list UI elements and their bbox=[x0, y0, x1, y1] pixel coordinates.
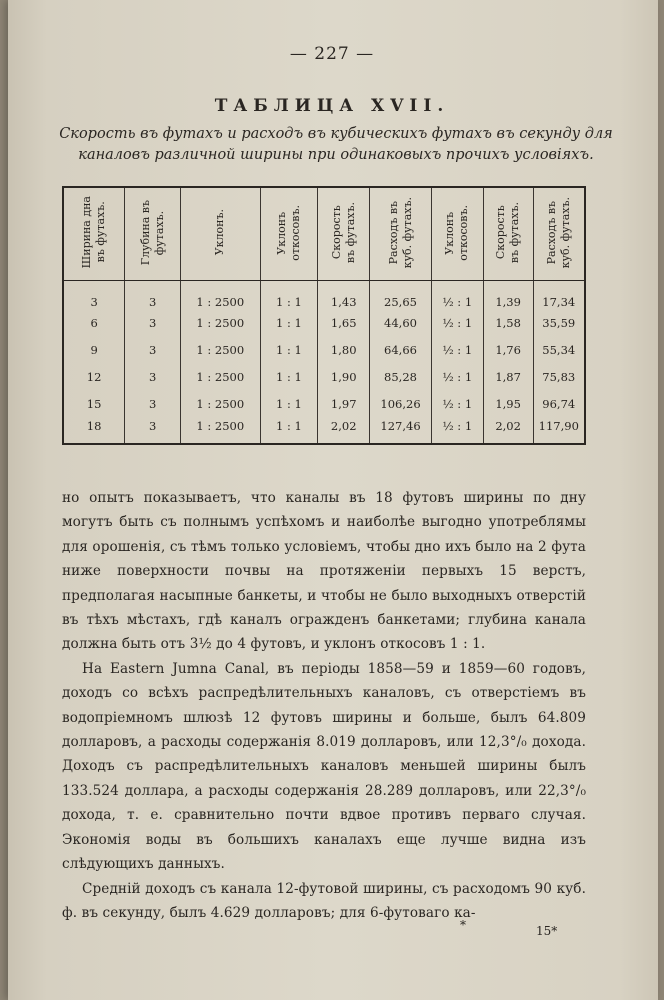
table-cell: 1 : 2500 bbox=[180, 417, 260, 444]
table-cell: 85,28 bbox=[370, 363, 432, 390]
table-cell: 3 bbox=[125, 336, 181, 363]
table-cell: 75,83 bbox=[533, 363, 585, 390]
caption-line: Скорость въ футахъ и расходъ въ кубическихъ футахъ въ секунду для bbox=[59, 126, 613, 142]
table-cell: ½ : 1 bbox=[431, 309, 483, 336]
table-cell: 3 bbox=[125, 363, 181, 390]
table-cell: 3 bbox=[63, 281, 125, 310]
table-cell: 25,65 bbox=[370, 281, 432, 310]
table-cell: ½ : 1 bbox=[431, 363, 483, 390]
table-cell: 44,60 bbox=[370, 309, 432, 336]
body-text bbox=[62, 486, 586, 925]
column-header: Расходъ въ куб. футахъ. bbox=[370, 187, 432, 281]
table-cell: 1,39 bbox=[483, 281, 533, 310]
table-cell: 35,59 bbox=[533, 309, 585, 336]
table-cell: 1 : 2500 bbox=[180, 363, 260, 390]
table-cell: 1 : 1 bbox=[260, 417, 318, 444]
signature-mark: 15* bbox=[536, 924, 558, 938]
table-cell: 1 : 2500 bbox=[180, 336, 260, 363]
table-cell: ½ : 1 bbox=[431, 336, 483, 363]
table-row bbox=[63, 417, 585, 444]
column-header: Глубина въ футахъ. bbox=[125, 187, 181, 281]
table-row bbox=[63, 309, 585, 336]
table-row bbox=[63, 281, 585, 310]
table-cell: 1,76 bbox=[483, 336, 533, 363]
table-cell: 117,90 bbox=[533, 417, 585, 444]
data-table bbox=[62, 186, 586, 445]
paragraph: На Eastern Jumna Canal, въ періоды 1858—59 и 1859—60 годовъ, доходъ со всѣхъ распредѣлительныхъ каналовъ, съ отверстіемъ въ водопріемномъ шлюзѣ 12 футовъ ширины и больше, былъ 64.809 долларовъ, а расходы содержанія 8.019 долларовъ, или 12,3°/₀ дохода. Доходъ съ распредѣлительныхъ каналовъ меньшей ширины былъ 133.524 доллара, а расходы содержанія 28.289 долларовъ, или 22,3°/₀ дохода, т. е. сравнительно почти вдвое противъ перваго случая. Экономія воды въ большихъ каналахъ еще лучше видна изъ слѣдующихъ данныхъ. bbox=[62, 660, 586, 873]
table-cell: 1 : 1 bbox=[260, 281, 318, 310]
table-cell: 1 : 2500 bbox=[180, 309, 260, 336]
table-cell: 1 : 1 bbox=[260, 309, 318, 336]
column-header: Ширина дна въ футахъ. bbox=[63, 187, 125, 281]
table-cell: 9 bbox=[63, 336, 125, 363]
column-header: Уклонъ откосовъ. bbox=[260, 187, 318, 281]
paragraph: но опытъ показываетъ, что каналы въ 18 футовъ ширины по дну могутъ быть съ полнымъ успѣхомъ и наиболѣе выгодно употреблямы для орошенія, съ тѣмъ только условіемъ, чтобы дно ихъ было на 2 фута ниже поверхности почвы на протяженіи первыхъ 15 верстъ, предполагая насыпные банкеты, и чтобы не было выходныхъ отверстій въ тѣхъ мѣстахъ, гдѣ каналъ огражденъ банкетами; глубина канала должна быть отъ 3½ до 4 футовъ, и уклонъ откосовъ 1 : 1. bbox=[62, 490, 586, 653]
table-cell: 3 bbox=[125, 309, 181, 336]
page-number: — 227 — bbox=[289, 44, 375, 64]
table-cell: 127,46 bbox=[370, 417, 432, 444]
table-cell: 3 bbox=[125, 281, 181, 310]
table-cell: 18 bbox=[63, 417, 125, 444]
table-cell: 1 : 1 bbox=[260, 390, 318, 417]
table-cell: 1,95 bbox=[483, 390, 533, 417]
table-cell: 106,26 bbox=[370, 390, 432, 417]
table-cell: 1,58 bbox=[483, 309, 533, 336]
table-header-row bbox=[63, 187, 585, 281]
table-cell: 1,80 bbox=[318, 336, 370, 363]
table-cell: 96,74 bbox=[533, 390, 585, 417]
column-header: Расходъ въ куб. футахъ. bbox=[533, 187, 585, 281]
table-cell: 15 bbox=[63, 390, 125, 417]
column-header: Уклонъ откосовъ. bbox=[431, 187, 483, 281]
table-cell: 1,87 bbox=[483, 363, 533, 390]
table-cell: 1 : 2500 bbox=[180, 390, 260, 417]
table-row bbox=[63, 363, 585, 390]
table-cell: 3 bbox=[125, 390, 181, 417]
paragraph: Средній доходъ съ канала 12-футовой ширины, съ расходомъ 90 куб. ф. въ секунду, былъ 4.629 долларовъ; для 6-футоваго ка- bbox=[62, 880, 586, 921]
table-cell: 2,02 bbox=[483, 417, 533, 444]
table-cell: 3 bbox=[125, 417, 181, 444]
table-title: ТАБЛИЦА XVII. bbox=[214, 96, 450, 116]
column-header: Скорость въ футахъ. bbox=[483, 187, 533, 281]
table-row bbox=[63, 390, 585, 417]
table-cell: 1 : 1 bbox=[260, 336, 318, 363]
table-cell: ½ : 1 bbox=[431, 281, 483, 310]
table-cell: 55,34 bbox=[533, 336, 585, 363]
table-cell: 1,90 bbox=[318, 363, 370, 390]
table-cell: 1,65 bbox=[318, 309, 370, 336]
column-header: Скорость въ футахъ. bbox=[318, 187, 370, 281]
caption-line: каналовъ различной ширины при одинаковыхъ прочихъ условіяхъ. bbox=[78, 147, 594, 163]
table-cell: 64,66 bbox=[370, 336, 432, 363]
table-cell: 1,43 bbox=[318, 281, 370, 310]
table-cell: ½ : 1 bbox=[431, 417, 483, 444]
table-cell: 17,34 bbox=[533, 281, 585, 310]
table-cell: 1 : 2500 bbox=[180, 281, 260, 310]
star-mark: * bbox=[460, 918, 466, 932]
table-cell: 2,02 bbox=[318, 417, 370, 444]
table-cell: 6 bbox=[63, 309, 125, 336]
table-row bbox=[63, 336, 585, 363]
table-cell: 1,97 bbox=[318, 390, 370, 417]
table-cell: ½ : 1 bbox=[431, 390, 483, 417]
column-header: Уклонъ. bbox=[180, 187, 260, 281]
table-cell: 12 bbox=[63, 363, 125, 390]
table-cell: 1 : 1 bbox=[260, 363, 318, 390]
table-caption bbox=[46, 124, 626, 166]
